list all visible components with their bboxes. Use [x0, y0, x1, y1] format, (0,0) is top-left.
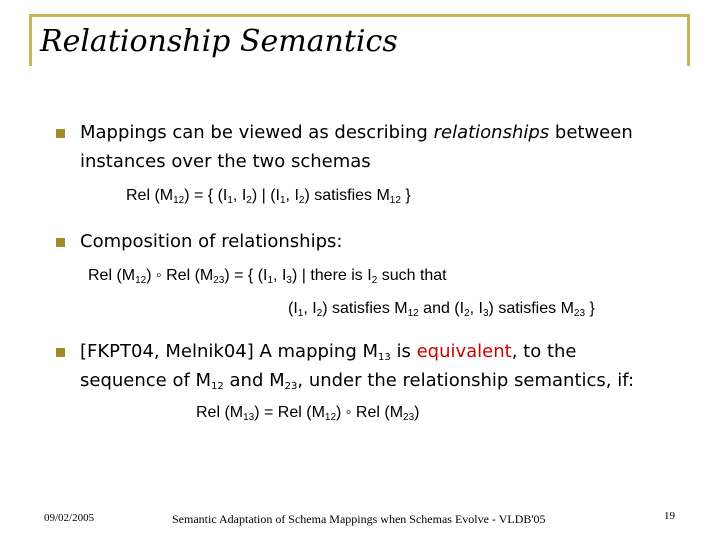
bullet-marker-1: [56, 129, 65, 138]
bullet-marker-2: [56, 238, 65, 247]
formula-equivalence: Rel $(M_{13})$ = Rel $(M_{12})$ ◦ Rel $(M_{23})$: [196, 404, 420, 423]
formula-composition-line-1: Rel $(M_{12})$ ◦ Rel $(M_{23})$ = { ($I_1$, $I_3$) | there is $I_2$ such that: [88, 267, 447, 286]
slide-title: Relationship Semantics: [40, 24, 398, 59]
bullet-marker-3: [56, 348, 65, 357]
bullet-1-line-2: instances over the two schemas: [80, 151, 371, 172]
footer-date: 09/02/2005: [44, 512, 95, 524]
bullet-3-line-2: sequence of $M_{12}$ and $M_{23}$, under the relationship semantics, if:: [80, 370, 635, 392]
formula-composition-line-2: ($I_1$, $I_2$) satisfies $M_{12}$ and ($I_2$, $I_3$) satisfies $M_{23}$ }: [288, 300, 595, 319]
equivalent-highlight: equivalent: [416, 341, 512, 362]
title-frame-left: [29, 14, 32, 66]
bullet-2-text: Composition of relationships:: [80, 231, 343, 252]
bullet-3-line-1: [FKPT04, Melnik04] A mapping $M_{13}$ is equivalent, to the: [80, 341, 577, 363]
footer-title: Semantic Adaptation of Schema Mappings when Schemas Evolve - VLDB'05: [172, 512, 546, 526]
formula-rel-m12: Rel $(M_{12})$ = { ($I_1$, $I_2$) | ($I_1$, $I_2$) satisfies $M_{12}$ }: [126, 187, 411, 206]
title-frame-right: [687, 14, 690, 66]
page-number: 19: [664, 510, 675, 522]
title-frame-top: [29, 14, 690, 17]
bullet-1-line-1: Mappings can be viewed as describing relationships between: [80, 122, 633, 143]
